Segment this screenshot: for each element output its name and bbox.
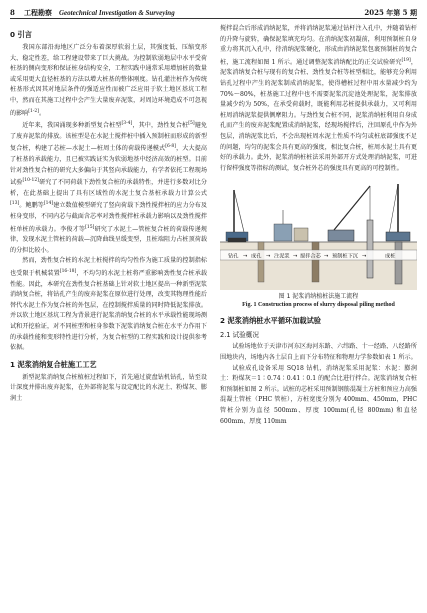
citation: [13] — [10, 201, 20, 207]
subsection-heading-2-1: 2.1 试验概况 — [220, 331, 259, 340]
arrow-right-icon: → — [243, 253, 248, 260]
issue-label: 2025 年第 5 期 — [364, 8, 417, 17]
paragraph: 试验场地位于天津市河东区海河东路、六纬路、十一经路、八经路所围地块内，场地内各土层自上而下分布特征和物理力学参数如表 1 所示。 — [220, 343, 417, 361]
journal-title-cn: 工程勘察 — [24, 8, 52, 17]
section-heading-intro: 0 引言 — [10, 30, 32, 39]
citation: [3-4] — [121, 121, 133, 127]
step-label-slurry: 注泥浆 — [274, 253, 290, 260]
paragraph: 试验成孔设备采用 SQ18 钻机，消纳泥浆采用泥浆：水泥：膨润土：粉煤灰＝1∶0.74∶0.41∶0.1 的配合比进行拌合。泥浆消纳复合桩和预制桩如图 2 所示。试桩的芯桩采用预制钢筋混凝土方桩和预应力高强混凝土管桩（PHC 管桩），方桩宽度分别为 400mm、450mm，PHC 管桩分别为直径 500mm、厚度 100mm(孔径 800mm) 和直径 600mm、厚度 110mm — [220, 364, 417, 425]
citation: [14] — [43, 201, 54, 207]
arrow-right-icon: → — [324, 253, 329, 260]
running-header — [10, 7, 417, 19]
drilling-rig-icon — [226, 190, 248, 242]
bored-hole — [258, 242, 264, 282]
step-label-mixing: 搅拌合芯 — [300, 253, 321, 260]
left-column — [10, 24, 207, 405]
step-label-pile-sink: 预制桩下沉 — [332, 253, 358, 260]
page-number: 8 — [10, 8, 15, 17]
slurry-mixer-icon — [274, 210, 308, 241]
arrow-right-icon: → — [266, 253, 271, 260]
citation: [6-8] — [165, 144, 176, 150]
section-heading-1: 1 泥浆消纳复合桩施工工艺 — [10, 359, 97, 369]
arrow-right-icon: → — [362, 253, 367, 260]
journal-title-en: Geotechnical Investigation & Surveying — [59, 9, 175, 17]
paragraph: 然而，劲性复合桩的水泥土桩搅拌的均匀性作为施工质量的控制指标也受限于机械装置[16-18]，不均匀的水泥土桩将严重影响劲性复合桩承载性能。因此，本研究在劲性复合桩基础上针对软土地区提出一种新型泥浆消纳复合桩，将钻孔产生的废弃泥浆在原位进行处理，改变其物理性能后替代水泥土作为复合桩的外包层，在控制搅拌质量的同时降低泥浆排放。并以软土地区基坑工程为背景进行泥浆消纳复合桩的水平承载性能现场测试和开挖验证，对不同桩型和桩身参数下泥浆消纳复合桩在水平力作用下的承载性能和变形特性进行分析，为复合桩型的工程实践和设计提供参考依据。 — [10, 257, 208, 352]
citation: [16-18] — [59, 269, 77, 275]
section-heading-2: 2 泥浆消纳桩水平循环加载试验 — [220, 316, 321, 326]
figure-caption-en: Fig. 1 Construction process of slurry disposal piling method — [242, 302, 395, 309]
paragraph: 搅拌混合后形成消纳泥浆，并将消纳泥浆通过钻杆注入孔中，并随着钻杆的升降与旋转，确保泥浆填充均匀。在消纳泥浆初凝前，利用预制桩自身重力将其沉入孔中，待消纳泥浆硬化，形成由消纳泥浆包裹预制桩的复合桩，施工流程如图 1 所示。通过调整泥浆消纳配比的正交试验研究[19]，泥浆消纳复合桩与现有的复合桩、劲性复合桩等桩型相比，能够充分利用钻孔过程中产生的泥浆制成消纳泥浆，使得槽桩过程中用水量减少约为 70%～80%，桩基施工过程中也不需要泥浆沉淀池处理泥浆，泥浆排放量减少约为 50%，在承受荷载时，既能利用芯桩提供承载力，又可利用桩周消纳泥浆提供侧摩阻力。与劲性复合桩不同，泥浆消纳桩利用自身成孔而产生的废弃泥浆配置成消纳泥浆，经现场搅拌后，注回原孔中作为外包层，消纳泥浆比后，不会出现桩周水泥土性质不均匀或桩底部强度不足的问题，均匀的泥浆会具有更高的强度，相比复合桩，桩周水泥土具有更好的承载力。此外，泥浆消纳桩桩法采用外部开方式处理消纳泥浆，可进行留样强度等指标的测试，复合桩外芯的强度具有更高的可控制性。 — [220, 25, 417, 172]
paragraph: 我国东部沿海地区广泛分布着深厚软弱土层，其强度低、压缩变形大、稳定性差，给工程建设带来了巨大挑战。为控制软弱地层中水平受荷桩基的侧向变形和保证桩身结构安全，工程实践中通常采用增加桩的数量或采用更大直径桩基的方法以增大桩基的整体刚度。钻孔灌注桩作为传统桩基形式因其对地层条件的强适应性而被广泛应用于软土地区基坑工程中，然而在其施工过程中会产生大量废弃泥浆，对周边环境造成不可忽视的影响[1-2]。 — [10, 44, 207, 117]
paragraph: 新型泥浆消纳复合桩植桩过程如下，首先通过旋盘钻机钻孔，钻至设计深度并排出废弃泥浆，在外部将泥浆与设定配比的水泥土、粉煤灰、膨润土 — [10, 373, 207, 403]
citation: [1-2] — [28, 108, 40, 114]
citation: [19] — [401, 57, 411, 63]
construction-process-illustration — [220, 180, 417, 290]
slurry-filled-hole — [312, 242, 319, 282]
arrow-right-icon: → — [293, 253, 298, 260]
step-label-hole: 成孔 — [251, 253, 262, 260]
right-column — [220, 24, 417, 427]
figure-caption-cn: 图 1 泥浆消纳植桩法施工流程 — [278, 293, 359, 301]
citation: [15] — [85, 224, 95, 230]
step-label-finished: 成桩 — [385, 253, 396, 260]
paragraph: 近年来，我国涌现多种新型复合桩型[3-4]，其中，劲性复合桩[5]避免了废弃泥浆的排放。该桩型是在水泥土搅拌桩中插入预制桩而形成的新型复合桩，构建了芯桩—水泥土—桩周土体的荷载传递模式[6-8]，大大提高了桩基的承载能力，且已被实践证实为软弱地基中经济高效的桩型。目前针对劲性复合桩的研究大多偏向于其竖向承载能力，有学者依托工程现场试验[10-12]研究了不同荷载下劲性复合桩的承载特性，并进行多数对比分析，在此基础上提出了具有区域性的水泥土复合基桩承载力计算公式[13]。鲍鹏等[14]建立数值模型研究了竖向荷载下劲性搅拌桩的应力分布及桩身变形，不同内芯与截面含芯率对劲性搅拌桩承载力影响以及劲性搅拌桩单桩的承载力。李俊才等[15]研究了水泥土—管桩复合桩的荷载传递规律，发现水泥土管桩的荷载—沉降曲线呈缓变型，且桩端阻力占桩顶荷载的分担比较小。 — [10, 121, 208, 254]
citation: [5] — [188, 121, 195, 127]
step-label-drilling: 钻孔 — [228, 253, 239, 260]
citation: [10-12] — [22, 178, 39, 184]
figure-construction-process — [220, 180, 417, 290]
